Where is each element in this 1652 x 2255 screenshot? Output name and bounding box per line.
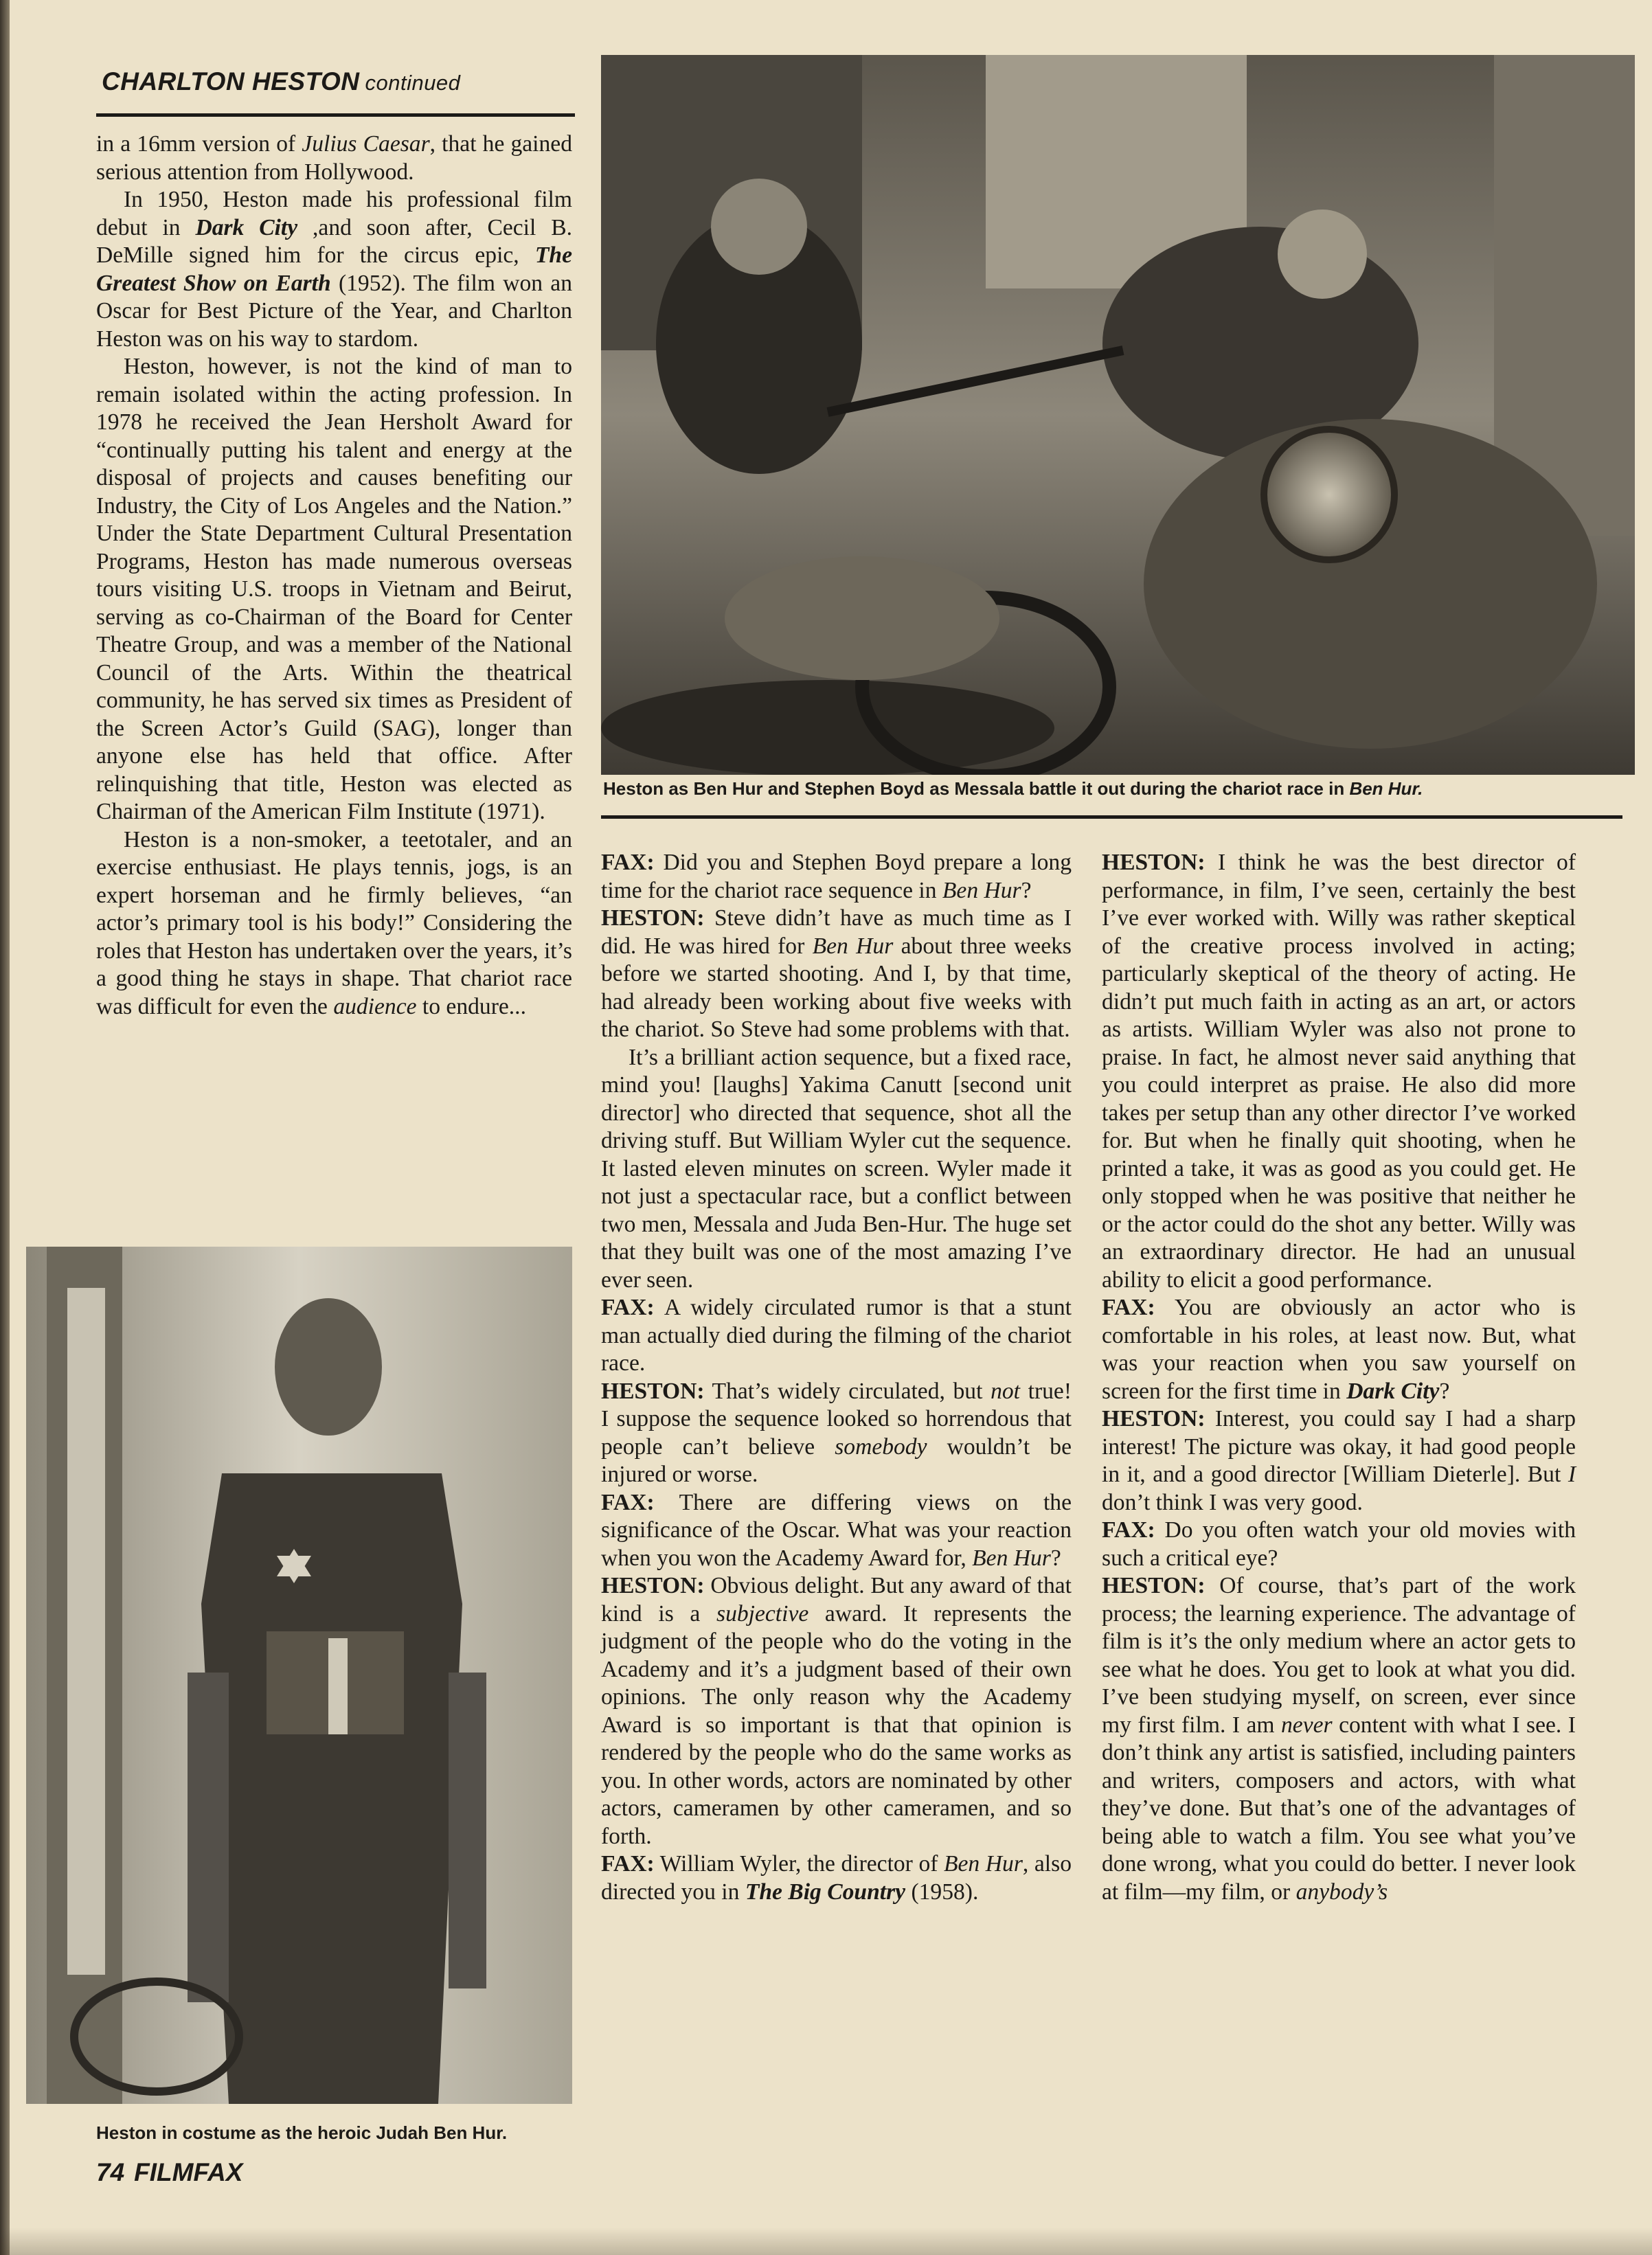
paragraph: FAX: A widely circulated rumor is that a stunt man actually died during the filming of the chariot race. bbox=[601, 1295, 1072, 1376]
emphasis: Ben Hur bbox=[812, 933, 894, 959]
speaker-tag: FAX: bbox=[601, 1851, 655, 1877]
page-header bbox=[102, 67, 460, 96]
paragraph: FAX: William Wyler, the director of Ben Hur, also directed you in The Big Country (1958). bbox=[601, 1851, 1072, 1905]
paragraph: HESTON: I think he was the best director of performance, in film, I’ve seen, certainly the best I’ve ever worked with. Willy was rather skeptical of the creative process involved in acting; particularly skeptical of the theory of acting. He didn’t put much faith in acting as an art, or actors as artists. William Wyler was also not prone to praise. In fact, he almost never said anything that you could interpret as praise. He also did more takes per setup than any other director I’ve worked for. But when he finally quit shooting, when he printed a take, it was as good as you could get. He only stopped when he was positive that neither he or the actor could do the shot any better. Willy was an extraordinary director. He had an unusual ability to elicit a good performance. bbox=[1102, 850, 1576, 1293]
emphasis: The Big Country bbox=[745, 1879, 906, 1905]
paragraph: FAX: Did you and Stephen Boyd prepare a long time for the chariot race sequence in Ben Hur? bbox=[601, 850, 1072, 903]
emphasis: Julius Caesar bbox=[302, 131, 430, 157]
magazine-name: FILMFAX bbox=[134, 2158, 243, 2186]
header-rule bbox=[96, 113, 575, 117]
speaker-tag: HESTON: bbox=[1102, 1406, 1206, 1431]
paragraph: HESTON: Steve didn’t have as much time as I did. He was hired for Ben Hur about three weeks before we started shooting. And I, by that time, had already been working about five weeks with the chariot. So Steve had some problems with that. bbox=[601, 905, 1072, 1042]
emphasis: Dark City bbox=[195, 214, 298, 240]
speaker-tag: FAX: bbox=[1102, 1295, 1155, 1320]
caption-title: Ben Hur. bbox=[1349, 778, 1423, 799]
page-folio bbox=[96, 2158, 242, 2187]
emphasis: never bbox=[1281, 1712, 1333, 1738]
speaker-tag: HESTON: bbox=[601, 1378, 705, 1404]
emphasis: Ben Hur bbox=[972, 1545, 1051, 1571]
chariot-race-photo bbox=[601, 55, 1635, 775]
speaker-tag: HESTON: bbox=[601, 905, 705, 931]
speaker-tag: HESTON: bbox=[1102, 1573, 1206, 1598]
header-title: CHARLTON HESTON bbox=[102, 67, 360, 95]
paragraph: It’s a brilliant action sequence, but a fixed race, mind you! [laughs] Yakima Canutt [second unit director] who directed that sequence, shot all the driving stuff. But William Wyler cut the sequence. It lasted eleven minutes on screen. Wyler made it not just a spectacular race, but a conflict between two men, Messala and Juda Ben-Hur. The huge set that they built was one of the most amazing I’ve ever seen. bbox=[601, 1044, 1072, 1293]
paragraph: HESTON: Obvious delight. But any award of that kind is a subjective award. It represents the judgment of the people who do the voting in the Academy and it’s a judgment based of their own opinions. The only reason why the Academy Award is so important is that that opinion is rendered by the people who do the same works as you. In other words, actors are nominated by other actors, cameramen by other cameramen, and so forth. bbox=[601, 1573, 1072, 1849]
chariot-race-image bbox=[601, 55, 1635, 775]
emphasis: Ben Hur bbox=[944, 1851, 1023, 1877]
portrait-caption: Heston in costume as the heroic Judah Ben Hur. bbox=[96, 2122, 508, 2143]
chariot-photo-caption bbox=[603, 778, 1423, 800]
speaker-tag: FAX: bbox=[601, 1295, 655, 1320]
emphasis: Ben Hur bbox=[942, 877, 1021, 903]
page-number: 74 bbox=[96, 2158, 125, 2186]
emphasis: somebody bbox=[835, 1434, 927, 1460]
judah-ben-hur-portrait bbox=[26, 1247, 572, 2104]
article-column-1 bbox=[96, 131, 572, 1021]
page-shadow bbox=[0, 2228, 1652, 2255]
paragraph: HESTON: That’s widely circulated, but not true! I suppose the sequence looked so horrendous that people can’t believe somebody wouldn’t be injured or worse. bbox=[601, 1378, 1072, 1487]
portrait-image bbox=[26, 1247, 572, 2104]
speaker-tag: FAX: bbox=[601, 850, 655, 875]
binding-edge bbox=[0, 0, 10, 2255]
emphasis: audience bbox=[333, 993, 417, 1019]
paragraph: in a 16mm version of Julius Caesar, that he gained serious attention from Hollywood. bbox=[96, 131, 572, 185]
caption-text: Heston as Ben Hur and Stephen Boyd as Messala battle it out during the chariot race in bbox=[603, 778, 1350, 799]
paragraph: Heston, however, is not the kind of man to remain isolated within the acting profession. In 1978 he received the Jean Hersholt Award for “continually putting his talent and energy at the disposal of projects and causes benefiting our Industry, the City of Los Angeles and the Nation.” Under the State Department Cultural Presentation Programs, Heston has made numerous overseas tours visiting U.S. troops in Vietnam and Beirut, serving as co-Chairman of the Board for Center Theatre Group, and was a member of the National Council of the Arts. Within the theatrical community, he has served six times as President of the Screen Actor’s Guild (SAG), longer than anyone else has held that office. After relinquishing that title, Heston was elected as Chairman of the American Film Institute (1971). bbox=[96, 354, 572, 824]
speaker-tag: FAX: bbox=[601, 1489, 655, 1515]
header-continued: continued bbox=[365, 71, 461, 95]
paragraph: HESTON: Of course, that’s part of the work process; the learning experience. The advantage of film is it’s the only medium where an actor gets to see what he does. You get to look at what you did. I’ve been studying myself, on screen, ever since my first film. I am never content with what I see. I don’t think any artist is satisfied, including painters and writers, composers and actors, with what they’ve done. But that’s one of the advantages of being able to watch a film. You see what you’ve done wrong, what you could do better. I never look at film—my film, or anybody’s bbox=[1102, 1573, 1576, 1905]
article-column-3 bbox=[1102, 849, 1576, 1906]
paragraph: In 1950, Heston made his professional film debut in Dark City ,and soon after, Cecil B. DeMille signed him for the circus epic, The Greatest Show on Earth (1952). The film won an Oscar for Best Picture of the Year, and Charlton Heston was on his way to stardom. bbox=[96, 187, 572, 352]
paragraph: FAX: Do you often watch your old movies with such a critical eye? bbox=[1102, 1517, 1576, 1571]
emphasis: anybody’s bbox=[1295, 1879, 1388, 1905]
emphasis: I bbox=[1568, 1462, 1576, 1487]
emphasis: not bbox=[991, 1378, 1020, 1404]
paragraph: HESTON: Interest, you could say I had a sharp interest! The picture was okay, it had good people in it, and a good director [William Dieterle]. But I don’t think I was very good. bbox=[1102, 1406, 1576, 1515]
paragraph: Heston is a non-smoker, a teetotaler, and an exercise enthusiast. He plays tennis, jogs, is an expert horseman and he firmly believes, “an actor’s primary tool is his body!” Considering the roles that Heston has undertaken over the years, it’s a good thing he stays in shape. That chariot race was difficult for even the audience to endure... bbox=[96, 826, 572, 1019]
speaker-tag: HESTON: bbox=[601, 1573, 705, 1598]
section-rule bbox=[601, 815, 1622, 819]
paragraph: FAX: You are obviously an actor who is comfortable in his roles, at least now. But, what was your reaction when you saw yourself on screen for the first time in Dark City? bbox=[1102, 1295, 1576, 1404]
speaker-tag: FAX: bbox=[1102, 1517, 1155, 1543]
paragraph: FAX: There are differing views on the significance of the Oscar. What was your reaction when you won the Academy Award for, Ben Hur? bbox=[601, 1489, 1072, 1571]
emphasis: The Greatest Show on Earth bbox=[96, 242, 572, 296]
article-column-2 bbox=[601, 849, 1072, 1906]
speaker-tag: HESTON: bbox=[1102, 850, 1206, 875]
emphasis: Dark City bbox=[1346, 1378, 1440, 1404]
emphasis: subjective bbox=[716, 1600, 809, 1627]
